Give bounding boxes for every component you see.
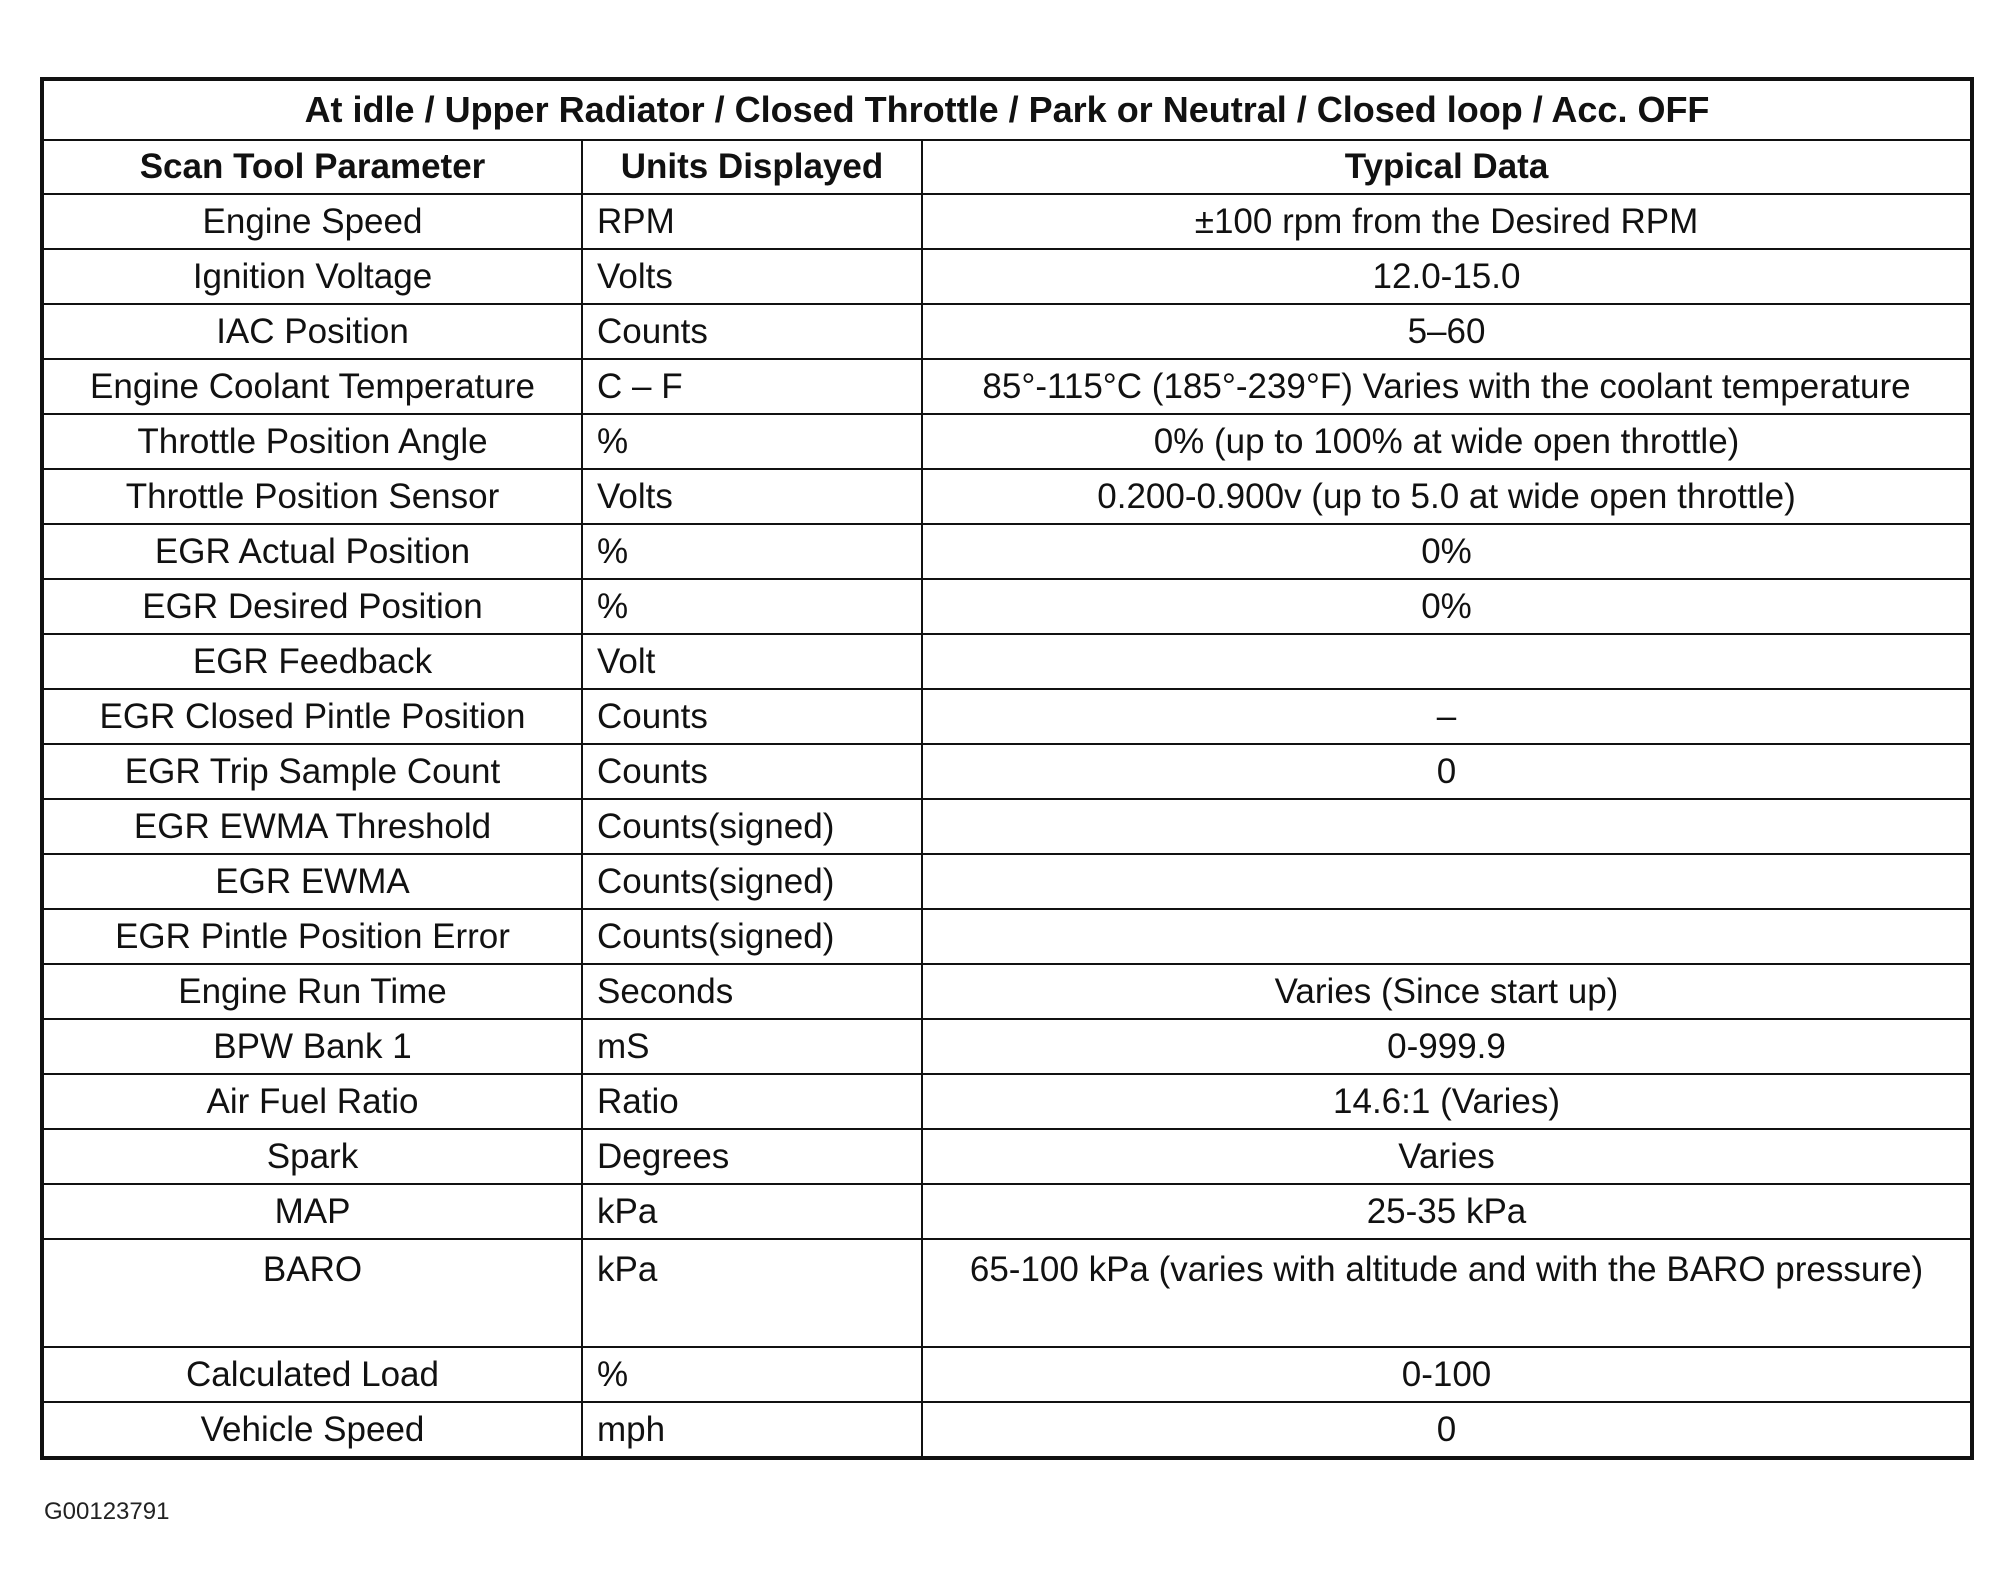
typical-data-cell: Varies (Since start up): [922, 964, 1972, 1019]
typical-data-cell: Varies: [922, 1129, 1972, 1184]
units-cell: %: [582, 414, 922, 469]
typical-data-cell: 25-35 kPa: [922, 1184, 1972, 1239]
table-row: [42, 964, 1972, 1019]
typical-data-cell: 0-100: [922, 1347, 1972, 1402]
typical-data-cell: [922, 799, 1972, 854]
units-cell: %: [582, 579, 922, 634]
table-row: [42, 524, 1972, 579]
typical-data-cell: 0: [922, 1402, 1972, 1458]
table-row: [42, 359, 1972, 414]
units-cell: Volts: [582, 249, 922, 304]
parameter-cell: Ignition Voltage: [42, 249, 582, 304]
table-row: [42, 414, 1972, 469]
units-cell: Volts: [582, 469, 922, 524]
table-row: [42, 579, 1972, 634]
typical-data-cell: 5–60: [922, 304, 1972, 359]
parameter-cell: EGR Actual Position: [42, 524, 582, 579]
parameter-cell: Engine Coolant Temperature: [42, 359, 582, 414]
typical-data-cell: 0%: [922, 524, 1972, 579]
typical-data-cell: [922, 909, 1972, 964]
parameter-cell: EGR Closed Pintle Position: [42, 689, 582, 744]
typical-data-cell: [922, 854, 1972, 909]
scan-tool-data-table: [40, 77, 1974, 1460]
scan-tool-data-sheet: [40, 77, 1970, 1460]
typical-data-cell: –: [922, 689, 1972, 744]
table-row: [42, 194, 1972, 249]
table-row: [42, 909, 1972, 964]
table-row: [42, 854, 1972, 909]
table-row: [42, 634, 1972, 689]
column-header-typical: Typical Data: [922, 140, 1972, 194]
table-row: [42, 1239, 1972, 1347]
parameter-cell: EGR Feedback: [42, 634, 582, 689]
parameter-cell: Throttle Position Angle: [42, 414, 582, 469]
typical-data-cell: 0: [922, 744, 1972, 799]
table-row: [42, 1402, 1972, 1458]
table-row: [42, 469, 1972, 524]
parameter-cell: EGR EWMA: [42, 854, 582, 909]
units-cell: %: [582, 524, 922, 579]
units-cell: %: [582, 1347, 922, 1402]
typical-data-cell: 0.200-0.900v (up to 5.0 at wide open throttle): [922, 469, 1972, 524]
typical-data-cell: 65-100 kPa (varies with altitude and with the BARO pressure): [922, 1239, 1972, 1347]
units-cell: Counts(signed): [582, 854, 922, 909]
table-row: [42, 1019, 1972, 1074]
column-header-parameter: Scan Tool Parameter: [42, 140, 582, 194]
units-cell: Counts: [582, 744, 922, 799]
parameter-cell: Air Fuel Ratio: [42, 1074, 582, 1129]
column-header-units: Units Displayed: [582, 140, 922, 194]
table-row: [42, 1184, 1972, 1239]
units-cell: C – F: [582, 359, 922, 414]
units-cell: Counts(signed): [582, 799, 922, 854]
parameter-cell: Throttle Position Sensor: [42, 469, 582, 524]
parameter-cell: IAC Position: [42, 304, 582, 359]
units-cell: kPa: [582, 1239, 922, 1347]
units-cell: RPM: [582, 194, 922, 249]
typical-data-cell: ±100 rpm from the Desired RPM: [922, 194, 1972, 249]
parameter-cell: BARO: [42, 1239, 582, 1347]
parameter-cell: Spark: [42, 1129, 582, 1184]
parameter-cell: EGR Desired Position: [42, 579, 582, 634]
test-condition-row: [42, 79, 1972, 140]
parameter-cell: MAP: [42, 1184, 582, 1239]
typical-data-cell: 0% (up to 100% at wide open throttle): [922, 414, 1972, 469]
parameter-cell: EGR Pintle Position Error: [42, 909, 582, 964]
typical-data-cell: 0-999.9: [922, 1019, 1972, 1074]
table-row: [42, 1074, 1972, 1129]
parameter-cell: Engine Speed: [42, 194, 582, 249]
units-cell: mS: [582, 1019, 922, 1074]
parameter-cell: BPW Bank 1: [42, 1019, 582, 1074]
table-row: [42, 1129, 1972, 1184]
figure-id: G00123791: [44, 1498, 170, 1525]
table-row: [42, 1347, 1972, 1402]
table-row: [42, 799, 1972, 854]
units-cell: Counts(signed): [582, 909, 922, 964]
units-cell: Volt: [582, 634, 922, 689]
typical-data-cell: 85°-115°C (185°-239°F) Varies with the coolant temperature: [922, 359, 1972, 414]
parameter-cell: EGR Trip Sample Count: [42, 744, 582, 799]
typical-data-cell: 14.6:1 (Varies): [922, 1074, 1972, 1129]
table-row: [42, 304, 1972, 359]
table-row: [42, 744, 1972, 799]
table-row: [42, 689, 1972, 744]
parameter-cell: Calculated Load: [42, 1347, 582, 1402]
units-cell: Counts: [582, 689, 922, 744]
units-cell: Counts: [582, 304, 922, 359]
parameter-cell: EGR EWMA Threshold: [42, 799, 582, 854]
column-header-row: [42, 140, 1972, 194]
parameter-cell: Vehicle Speed: [42, 1402, 582, 1458]
units-cell: Seconds: [582, 964, 922, 1019]
typical-data-cell: [922, 634, 1972, 689]
test-condition-header: At idle / Upper Radiator / Closed Throttle / Park or Neutral / Closed loop / Acc. OFF: [42, 79, 1972, 140]
units-cell: mph: [582, 1402, 922, 1458]
typical-data-cell: 12.0-15.0: [922, 249, 1972, 304]
units-cell: kPa: [582, 1184, 922, 1239]
typical-data-cell: 0%: [922, 579, 1972, 634]
parameter-cell: Engine Run Time: [42, 964, 582, 1019]
units-cell: Ratio: [582, 1074, 922, 1129]
table-row: [42, 249, 1972, 304]
units-cell: Degrees: [582, 1129, 922, 1184]
